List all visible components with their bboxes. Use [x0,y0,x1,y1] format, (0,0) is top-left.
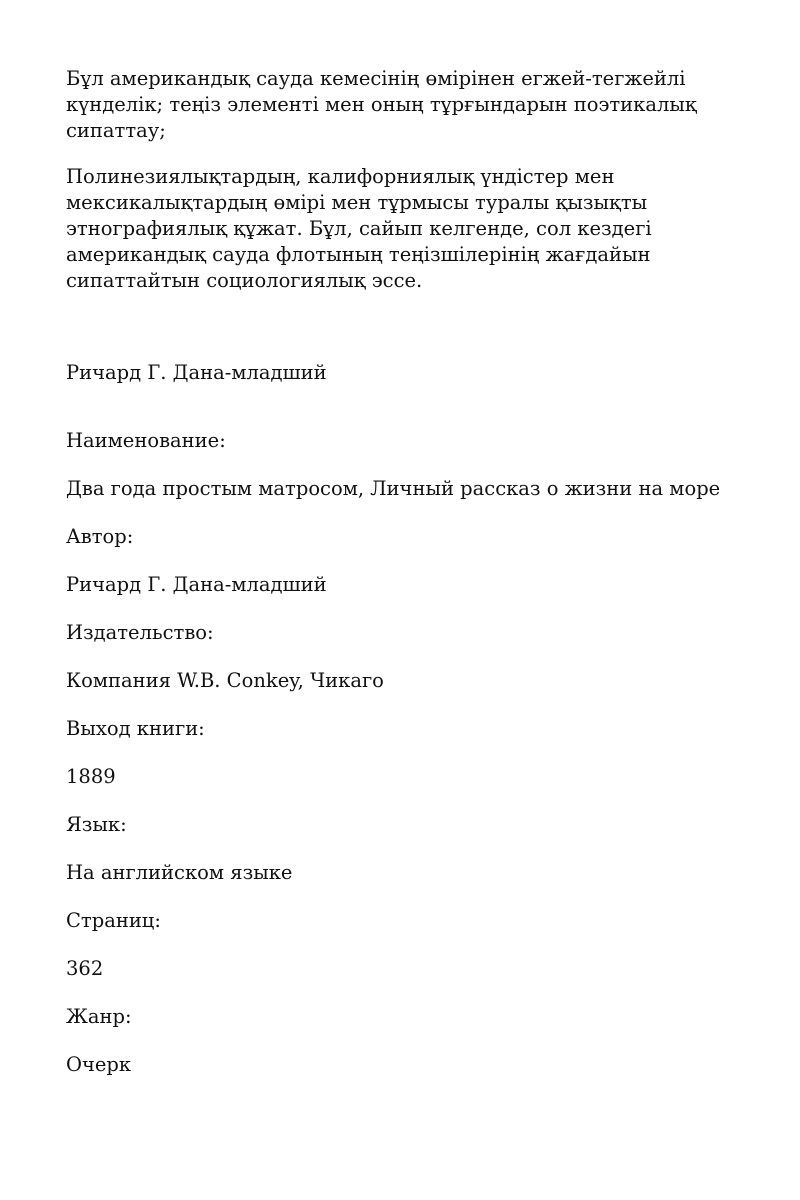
author-label: Автор: [66,525,134,548]
author-value: Ричард Г. Дана-младший [66,573,327,596]
genre-value: Очерк [66,1053,132,1076]
pages-value: 362 [66,957,104,980]
title-label: Наименование: [66,429,226,452]
publisher-label: Издательство: [66,621,214,644]
language-label: Язык: [66,813,127,836]
intro-paragraph-2: Полинезиялықтардың, калифорниялық үндістер мен мексикалықтардың өмірі мен тұрмысы туралы қызықты этнографиялық құжат. Бұл, сайып келгенде, сол кездегі американдық сауда флотының теңізшілерінің жағдайын сипаттайтын социологиялық эссе. [66,165,652,292]
document-page [66,66,756,1078]
pages-label: Страниц: [66,909,161,932]
intro-paragraph-1: Бұл американдық сауда кемесінің өмірінен егжей-тегжейлі күнделік; теңіз элементі мен оның тұрғындарын поэтикалық сипаттау; [66,67,697,142]
language-value: На английском языке [66,861,293,884]
year-label: Выход книги: [66,717,205,740]
genre-label: Жанр: [66,1005,132,1028]
publisher-value: Компания W.B. Conkey, Чикаго [66,669,384,692]
year-value: 1889 [66,765,116,788]
title-value: Два года простым матросом, Личный рассказ о жизни на море [66,477,721,500]
author-name: Ричард Г. Дана-младший [66,361,327,384]
book-metadata [66,428,756,1078]
